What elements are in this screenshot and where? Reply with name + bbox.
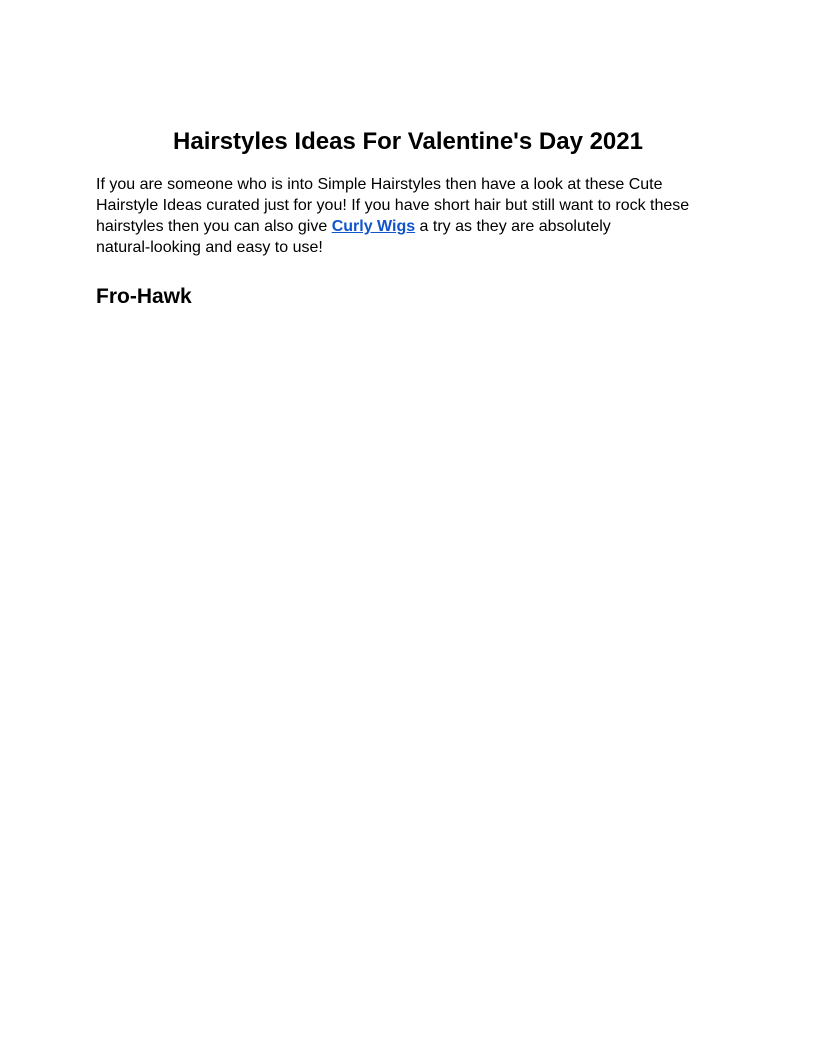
curly-wigs-link[interactable]: Curly Wigs (331, 218, 416, 235)
intro-line-4: natural-looking and easy to use! (96, 239, 323, 256)
intro-line-3 (96, 216, 720, 237)
intro-line-3-start: hairstyles then you can also give (96, 218, 332, 235)
section-heading-fro-hawk: Fro-Hawk (96, 285, 192, 308)
intro-line-3-end: a try as they are absolutely (415, 218, 611, 235)
intro-line-2: Hairstyle Ideas curated just for you! If you have short hair but still want to rock these (96, 197, 690, 214)
intro-line-1: If you are someone who is into Simple Hairstyles then have a look at these Cute (96, 176, 663, 193)
page-title: Hairstyles Ideas For Valentine's Day 2021 (173, 128, 643, 155)
intro-paragraph (96, 174, 720, 258)
